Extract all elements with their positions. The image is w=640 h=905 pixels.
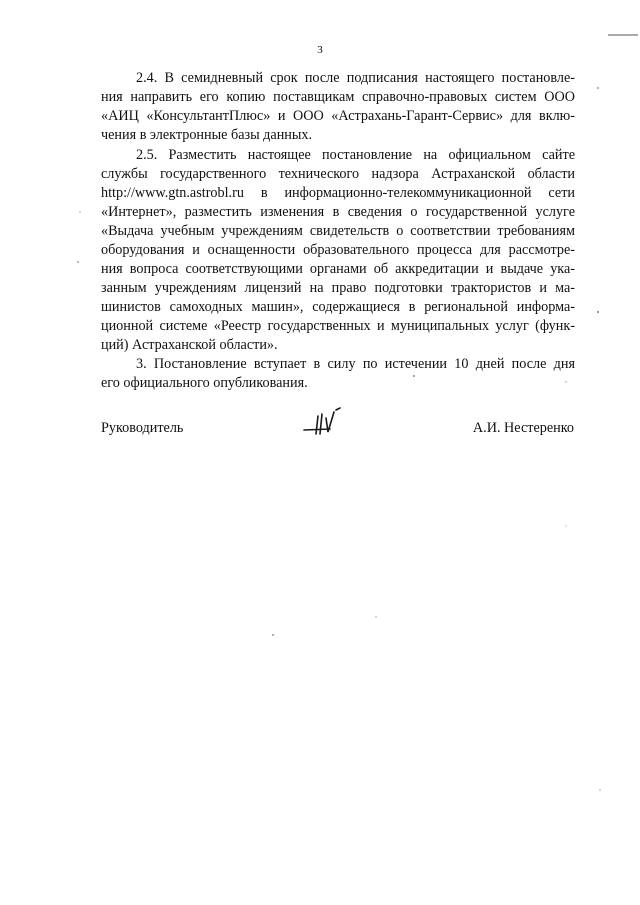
paragraph-2-5-line: занным учреждениям лицензий на право подготовки трактористов и ма- xyxy=(101,280,575,296)
paragraph-2-5-line: оборудования и оснащенности образовательного процесса для рассмотре- xyxy=(101,242,575,258)
signatory-title: Руководитель xyxy=(101,420,184,436)
paragraph-2-5-line: ния вопроса соответствующими органами об аккредитации и выдаче ука- xyxy=(101,261,575,277)
paragraph-2-4-line: чения в электронные базы данных. xyxy=(101,127,313,143)
paragraph-2-5-line: «Выдача учебным учреждениям свидетельств о соответствии требованиям xyxy=(101,223,575,239)
paragraph-3-line: 3. Постановление вступает в силу по истечении 10 дней после дня xyxy=(136,356,575,372)
paragraph-2-5-line: http://www.gtn.astrobl.ru в информационно-телекоммуникационной сети xyxy=(101,185,575,201)
paragraph-3-line: его официального опубликования. xyxy=(101,375,308,391)
paragraph-2-5-line: 2.5. Разместить настоящее постановление на официальном сайте xyxy=(136,147,575,163)
paragraph-2-5-line: ций) Астраханской области». xyxy=(101,337,278,353)
page-number: 3 xyxy=(317,44,323,56)
paragraph-2-5-line: «Интернет», разместить изменения в сведения о государственной услуге xyxy=(101,204,575,220)
paragraph-2-5-line: службы государственного технического надзора Астраханской области xyxy=(101,166,575,182)
signatory-name: А.И. Нестеренко xyxy=(472,420,574,436)
paragraph-2-4-line: «АИЦ «КонсультантПлюс» и ООО «Астрахань-Гарант-Сервис» для вклю- xyxy=(101,108,575,124)
paragraph-2-4-line: ния направить его копию поставщикам справочно-правовых систем ООО xyxy=(101,89,575,105)
paragraph-2-5-line: ционной системе «Реестр государственных и муниципальных услуг (функ- xyxy=(101,318,575,334)
paragraph-2-5-line: шинистов самоходных машин», содержащиеся в региональной информа- xyxy=(101,299,575,315)
paragraph-2-4-line: 2.4. В семидневный срок после подписания настоящего постановле- xyxy=(136,70,575,86)
